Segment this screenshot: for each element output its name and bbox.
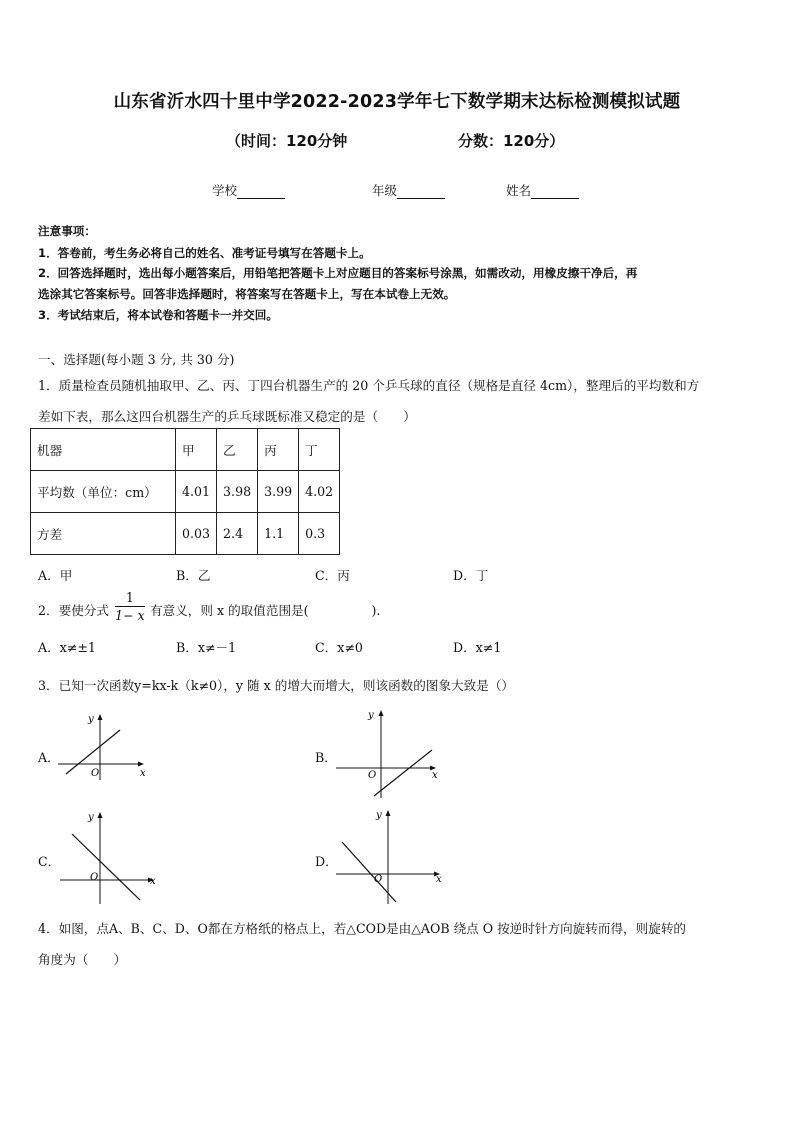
table-cell: 4.02	[299, 471, 340, 513]
exam-title: 山东省沂水四十里中学2022-2023学年七下数学期末达标检测模拟试题	[113, 92, 681, 112]
origin-label: O	[90, 872, 99, 883]
grade-label: 年级	[372, 183, 398, 198]
x-axis-label: x	[436, 874, 442, 885]
table-cell: 甲	[176, 429, 217, 471]
q2-option-c[interactable]: C．x≠0	[315, 640, 363, 655]
name-label: 姓名	[506, 183, 532, 198]
q1-option-b[interactable]: B．乙	[176, 568, 211, 583]
q3-graph-c	[60, 808, 160, 904]
table-cell: 0.03	[176, 513, 217, 555]
q3-graph-b	[336, 706, 440, 800]
y-axis-label: y	[88, 812, 94, 823]
origin-label: O	[374, 874, 383, 885]
origin-label: O	[91, 768, 100, 779]
y-axis-label: y	[368, 710, 374, 721]
exam-score: 分数：120分）	[458, 132, 565, 150]
note-item: 3．考试结束后，将本试卷和答题卡一并交回。	[38, 308, 278, 322]
school-field	[212, 181, 285, 199]
table-cell: 1.1	[258, 513, 299, 555]
table-cell: 乙	[217, 429, 258, 471]
origin-label: O	[368, 770, 377, 781]
name-field	[506, 181, 579, 199]
fraction-numerator: 1	[115, 590, 145, 607]
q1-option-a[interactable]: A．甲	[38, 568, 73, 583]
note-item: 选涂其它答案标号。回答非选择题时，将答案写在答题卡上，写在本试卷上无效。	[38, 287, 456, 301]
table-cell: 3.98	[217, 471, 258, 513]
q1-text: 1．质量检查员随机抽取甲、乙、丙、丁四台机器生产的 20 个乒乓球的直径（规格是直径 4cm），整理后的平均数和方	[38, 378, 700, 393]
q4-text: 4．如图，点A、B、C、D、O都在方格纸的格点上，若△COD是由△AOB 绕点 O 按逆时针方向旋转而得，则旋转的	[38, 921, 687, 936]
school-blank[interactable]	[237, 185, 285, 199]
y-axis-label: y	[88, 714, 94, 725]
q2-option-b[interactable]: B．x≠－1	[176, 640, 237, 655]
school-label: 学校	[212, 183, 238, 198]
x-axis-label: x	[140, 768, 146, 779]
notes-heading: 注意事项：	[38, 224, 96, 238]
q2-text-prefix: 2．要使分式	[38, 603, 109, 618]
table-cell: 2.4	[217, 513, 258, 555]
x-axis-label: x	[432, 770, 438, 781]
q3-text: 3．已知一次函数y=kx-k（k≠0），y 随 x 的增大而增大，则该函数的图象大致是（）	[38, 678, 515, 693]
grade-blank[interactable]	[397, 185, 445, 199]
q3-option-c[interactable]: C．	[38, 854, 61, 869]
q3-graph-d	[336, 806, 444, 906]
table-row	[31, 513, 340, 555]
table-cell: 方差	[31, 513, 176, 555]
fraction-denominator: 1− x	[115, 608, 145, 623]
y-axis-label: y	[376, 810, 382, 821]
section-heading: 一、选择题(每小题 3 分, 共 30 分)	[38, 352, 235, 367]
table-cell: 机器	[31, 429, 176, 471]
note-item: 2．回答选择题时，选出每小题答案后，用铅笔把答题卡上对应题目的答案标号涂黑，如需改动，用橡皮擦干净后，再	[38, 266, 638, 280]
table-row	[31, 429, 340, 471]
q1-text-cont: 差如下表，那么这四台机器生产的乒乓球既标准又稳定的是（ ）	[38, 409, 416, 424]
q1-option-c[interactable]: C．丙	[315, 568, 350, 583]
q2-text-suffix: 有意义，则 x 的取值范围是( ).	[150, 603, 381, 618]
exam-time: （时间：120分钟	[226, 132, 348, 150]
q3-option-b[interactable]: B．	[315, 750, 337, 765]
table-cell: 平均数（单位：cm）	[31, 471, 176, 513]
note-item: 1．答卷前，考生务必将自己的姓名、准考证号填写在答题卡上。	[38, 246, 371, 260]
name-blank[interactable]	[531, 185, 579, 199]
table-cell: 4.01	[176, 471, 217, 513]
x-axis-label: x	[150, 876, 156, 887]
q2-fraction	[115, 590, 145, 623]
table-row	[31, 471, 340, 513]
table-cell: 3.99	[258, 471, 299, 513]
grade-field	[372, 181, 445, 199]
q1-table	[30, 428, 340, 555]
table-cell: 0.3	[299, 513, 340, 555]
q4-text-cont: 角度为（ ）	[38, 952, 127, 967]
q2-option-d[interactable]: D．x≠1	[453, 640, 502, 655]
q3-option-a[interactable]: A．	[38, 750, 60, 765]
q3-graph-a	[58, 712, 150, 780]
table-cell: 丁	[299, 429, 340, 471]
q1-option-d[interactable]: D．丁	[453, 568, 489, 583]
q2-option-a[interactable]: A．x≠±1	[38, 640, 96, 655]
q3-option-d[interactable]: D．	[315, 854, 338, 869]
table-cell: 丙	[258, 429, 299, 471]
